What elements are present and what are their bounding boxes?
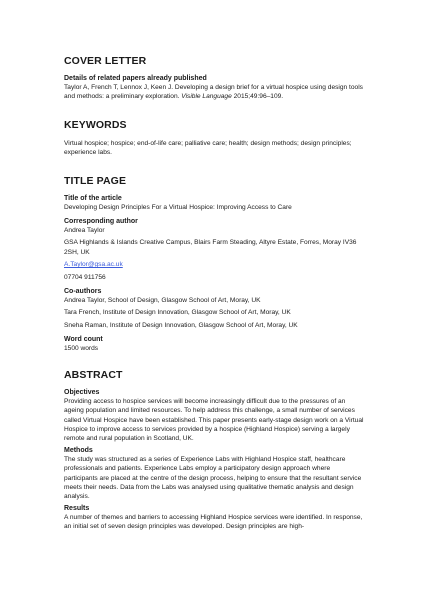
objectives-subheading: Objectives [64, 388, 100, 396]
cover-letter-heading: COVER LETTER [64, 55, 147, 67]
objectives-text: Providing access to hospice services will become increasingly difficult due to the pressures of an ageing population and limited resources. To help address this challenge, a small number of services called Virtual Hospice have been established. This paper presents early-stage design work on a Virtual Hospice to improve access to services provided by a hospice (Highland Hospice) serving a largely remote and rural population in Scotland, UK. [64, 397, 364, 443]
coauthor-item: Tara French, Institute of Design Innovation, Glasgow School of Art, Moray, UK [64, 309, 291, 317]
title-page-heading: TITLE PAGE [64, 174, 127, 187]
article-title-subheading: Title of the article [64, 194, 122, 202]
methods-subheading: Methods [64, 446, 93, 454]
abstract-heading: ABSTRACT [64, 368, 123, 381]
results-text: A number of themes and barriers to accessing Highland Hospice services were identified. In response, an initial set of seven design principles was developed. Design principles are high- [64, 513, 363, 531]
coauthor-item: Sneha Raman, Institute of Design Innovation, Glasgow School of Art, Moray, UK [64, 321, 298, 329]
coauthors-subheading: Co-authors [64, 288, 102, 296]
corresponding-author-phone: 07704 911756 [64, 273, 106, 281]
published-papers-text: Taylor A, French T, Lennox J, Keen J. Developing a design brief for a virtual hospice using design tools and methods: a preliminary exploration. Visible Language 2015;49:96–109. [64, 84, 363, 101]
corresponding-author-address: GSA Highlands & Islands Creative Campus, Blairs Farm Steading, Altyre Estate, Forres, Moray IV36 2SH, UK [64, 239, 357, 256]
journal-name: Visible Language [181, 93, 232, 101]
word-count-value: 1500 words [64, 345, 99, 353]
corresponding-author-name: Andrea Taylor [64, 227, 105, 235]
published-papers-subheading: Details of related papers already published [64, 75, 207, 82]
word-count-subheading: Word count [64, 336, 103, 344]
results-subheading: Results [64, 504, 90, 512]
methods-text: The study was structured as a series of Experience Labs with Highland Hospice staff, healthcare professionals and patients. Experience Labs employ a participatory design approach where participants are placed at the centre of the design process, helping to ensure that the resultant service meets their needs. Data from the Labs was analysed using qualitative thematic analysis and design analysis. [64, 455, 362, 501]
coauthor-item: Andrea Taylor, School of Design, Glasgow School of Art, Moray, UK [64, 297, 261, 305]
corresponding-author-email-link[interactable]: A.Taylor@gsa.ac.uk [64, 261, 123, 269]
keywords-heading: KEYWORDS [64, 118, 127, 131]
keywords-text: Virtual hospice; hospice; end-of-life care; palliative care; health; design methods; design principles; experience labs. [64, 139, 352, 157]
document-page [64, 55, 364, 532]
corresponding-author-subheading: Corresponding author [64, 218, 138, 226]
article-title-text: Developing Design Principles For a Virtual Hospice: Improving Access to Care [64, 203, 292, 211]
